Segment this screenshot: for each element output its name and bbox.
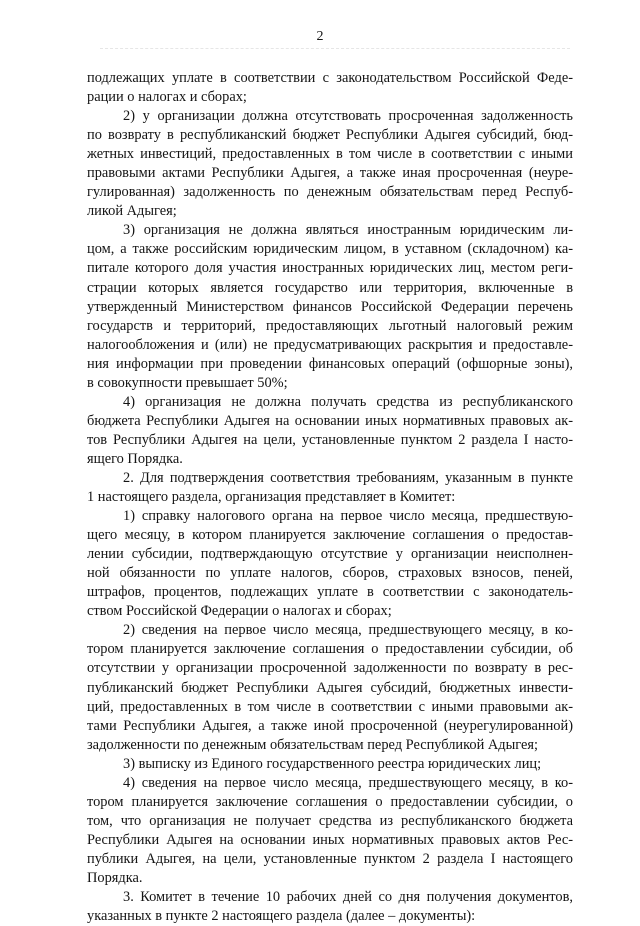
text-line: штрафов, процентов, подлежащих уплате в соответствии с законодатель- [87, 584, 573, 601]
text-line: Республики Адыгея на основании иных нормативных правовых актов Рес- [87, 831, 573, 848]
text-line: 2) сведения на первое число месяца, предшествующего месяцу, в ко- [123, 622, 573, 639]
text-line: цом, а также российским юридическим лицом, в уставном (складочном) ка- [87, 241, 573, 258]
text-line: ций, предоставленных в том числе в соответствии с иными правовыми ак- [87, 698, 573, 715]
text-line: указанных в пункте 2 настоящего раздела (далее – документы): [87, 908, 476, 925]
text-line: Порядка. [87, 869, 143, 886]
text-line: 4) сведения на первое число месяца, предшествующего месяцу, в ко- [123, 774, 573, 791]
text-line: тором планируется заключение соглашения о предоставлении субсидии, о [87, 793, 573, 810]
text-line: правовыми актами Республики Адыгея, а также иная просроченная (неуре- [87, 165, 573, 182]
document-body [87, 69, 573, 926]
text-line: ящего Порядка. [87, 450, 183, 467]
text-line: страции которых является государство или территория, включенные в [87, 279, 573, 296]
page-number: 2 [316, 29, 324, 44]
text-line: 1) справку налогового органа на первое число месяца, предшествую- [123, 508, 573, 525]
text-line: питале которого доля участия иностранных юридических лиц, местом реги- [87, 260, 573, 277]
text-line: подлежащих уплате в соответствии с законодательством Российской Феде- [87, 70, 573, 86]
text-line: отсутствии у организации просроченной задолженности по возврату в рес- [87, 660, 573, 677]
text-line: в совокупности превышает 50%; [87, 374, 288, 391]
text-line: 1 настоящего раздела, организация представляет в Комитет: [87, 489, 456, 506]
text-line: публиканский бюджет Республики Адыгея субсидий, бюджетных инвести- [87, 679, 573, 696]
text-line: 3) организация не должна являться иностранным юридическим ли- [123, 222, 573, 239]
text-line: 3) выписку из Единого государственного реестра юридических лиц; [123, 755, 542, 772]
text-line: ной обязанности по уплате налогов, сборов, страховых взносов, пеней, [87, 565, 573, 582]
text-line: бюджета Республики Адыгея на основании иных нормативных правовых ак- [87, 412, 573, 429]
text-line: государств и территорий, предоставляющих льготный налоговый режим [87, 317, 573, 334]
text-line: налогообложения и (или) не предусматривающих раскрытия и предоставле- [87, 336, 573, 353]
text-line: тами Республики Адыгея, а также иной просроченной (неурегулированной) [87, 717, 573, 734]
text-line: тором планируется заключение соглашения о предоставлении субсидии, об [87, 641, 573, 658]
text-line: по возврату в республиканский бюджет Республики Адыгея субсидий, бюд- [87, 127, 573, 144]
text-line: лении субсидии, подтверждающую отсутствие у организации неисполнен- [87, 546, 573, 563]
text-line: ством Российской Федерации о налогах и сборах; [87, 603, 392, 620]
text-line: 2. Для подтверждения соответствия требованиям, указанным в пункте [123, 469, 573, 486]
text-line: тов Республики Адыгея на цели, установленные пунктом 2 раздела I насто- [87, 431, 573, 448]
text-line: рации о налогах и сборах; [87, 89, 247, 106]
text-line: ния информации при проведении финансовых операций (офшорные зоны), [87, 355, 573, 372]
text-line: жетных инвестиций, предоставленных в том числе в соответствии с иными [87, 146, 573, 163]
text-line: гулированная) задолженность по денежным обязательствам перед Респуб- [87, 184, 573, 201]
scan-artifact-line [100, 48, 570, 50]
text-line: щего месяцу, в котором планируется заключение соглашения о предостав- [87, 527, 573, 544]
text-line: 3. Комитет в течение 10 рабочих дней со дня получения документов, [123, 889, 573, 906]
text-line: 2) у организации должна отсутствовать просроченная задолженность [123, 108, 573, 125]
text-line: том, что организация не получает средства из республиканского бюджета [87, 812, 573, 829]
text-line: ликой Адыгея; [87, 203, 177, 220]
text-line: утвержденный Министерством финансов Российской Федерации перечень [87, 298, 573, 315]
text-line: задолженности по денежным обязательствам перед Республикой Адыгея; [87, 736, 538, 753]
text-line: публики Адыгея, на цели, установленные пунктом 2 раздела I настоящего [87, 850, 573, 867]
text-line: 4) организация не должна получать средства из республиканского [123, 393, 573, 410]
